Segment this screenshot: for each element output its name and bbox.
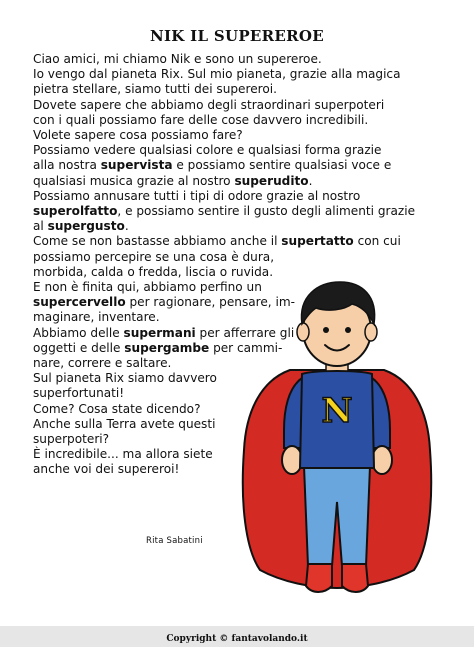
- shirt-letter: N: [321, 391, 353, 431]
- copyright-text: Copyright © fantavolando.it: [166, 634, 308, 644]
- text-line: Io vengo dal pianeta Rix. Sul mio pianeta, grazie alla magica: [33, 67, 401, 82]
- left-hand: [282, 446, 302, 474]
- keyword: supercervello: [33, 295, 126, 310]
- text-line: pietra stellare, siamo tutti dei supereroi.: [33, 82, 277, 97]
- right-hand: [372, 446, 392, 474]
- text-line: superpoteri?: [33, 432, 110, 447]
- text-line: maginare, inventare.: [33, 310, 160, 325]
- text-line: oggetti e delle supergambe per cammi-: [33, 340, 283, 355]
- text-line: Dovete sapere che abbiamo degli straordinari superpoteri: [33, 97, 385, 112]
- author-signature: Rita Sabatini: [146, 536, 203, 546]
- text-line: superfortunati!: [33, 386, 125, 401]
- text-line: superolfatto, e possiamo sentire il gusto degli alimenti grazie: [33, 204, 416, 219]
- text-line: supercervello per ragionare, pensare, im-: [33, 295, 295, 310]
- keyword: supergambe: [124, 340, 210, 355]
- page-title: NIK IL SUPEREROE: [149, 27, 325, 45]
- text-line: Possiamo vedere qualsiasi colore e qualsiasi forma grazie: [33, 143, 382, 158]
- text-line: Anche sulla Terra avete questi: [33, 416, 216, 431]
- text-line: Possiamo annusare tutti i tipi di odore grazie al nostro: [33, 188, 361, 203]
- text-line: con i quali possiamo fare delle cose davvero incredibili.: [33, 112, 369, 127]
- text-line: Come? Cosa state dicendo?: [33, 401, 201, 416]
- keyword: superolfatto: [33, 204, 118, 219]
- text-line: qualsiasi musica grazie al nostro superudito.: [33, 173, 313, 188]
- text-line: E non è finita qui, abbiamo perfino un: [33, 280, 262, 295]
- keyword: supergusto: [47, 219, 125, 234]
- left-eye: [323, 327, 329, 333]
- text-line: nare, correre e saltare.: [33, 356, 172, 371]
- footer-bar: [0, 626, 474, 647]
- left-ear: [297, 323, 309, 341]
- text-line: alla nostra supervista e possiamo sentire qualsiasi voce e: [33, 158, 392, 173]
- text-line: Volete sapere cosa possiamo fare?: [33, 128, 243, 143]
- text-line: Abbiamo delle supermani per afferrare gli: [33, 325, 295, 340]
- keyword: superudito: [234, 173, 309, 188]
- keyword: supertatto: [281, 234, 354, 249]
- superhero-illustration: [232, 270, 442, 615]
- text-line: anche voi dei supereroi!: [33, 462, 180, 477]
- right-eye: [345, 327, 351, 333]
- text-line: al supergusto.: [33, 219, 129, 234]
- keyword: supervista: [100, 158, 173, 173]
- left-boot: [306, 564, 332, 592]
- text-line: Ciao amici, mi chiamo Nik e sono un supereroe.: [33, 52, 322, 66]
- right-ear: [365, 323, 377, 341]
- keyword: supermani: [123, 325, 196, 340]
- text-line: Come se non bastasse abbiamo anche il supertatto con cui: [33, 234, 401, 249]
- text-line: Sul pianeta Rix siamo davvero: [33, 371, 217, 386]
- text-line: possiamo percepire se una cosa è dura,: [33, 249, 275, 264]
- right-boot: [342, 564, 368, 592]
- text-line: morbida, calda o fredda, liscia o ruvida.: [33, 264, 274, 279]
- text-line: È incredibile... ma allora siete: [33, 447, 213, 462]
